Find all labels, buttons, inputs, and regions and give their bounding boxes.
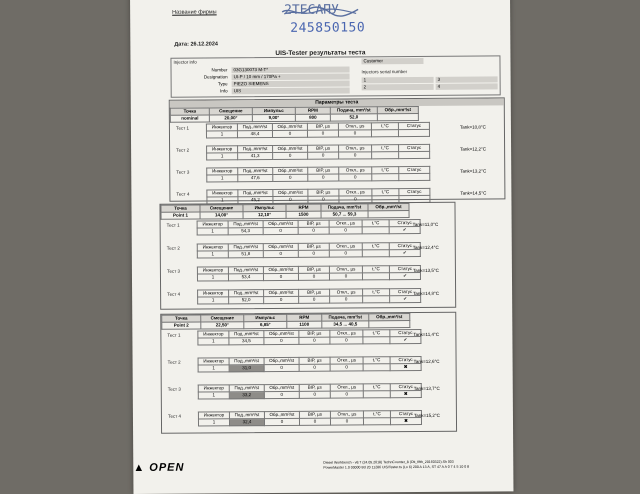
- test-value-inj: 1: [207, 197, 238, 204]
- open-logo: ▲ OPEN: [133, 461, 185, 474]
- test-label: Тест 4: [167, 291, 181, 297]
- test-col-sub_feed: Под.,mm³/st: [237, 124, 272, 131]
- serial-slot-4: 4: [436, 83, 498, 89]
- test-col-bip: BIP, µs: [299, 384, 330, 391]
- test-col-dev: Откл., µs: [338, 123, 371, 130]
- test-col-sub_return: Обр.,mm³/st: [263, 220, 298, 227]
- column-header-rpm: RPM: [295, 107, 330, 114]
- status-fail-icon: ✖: [390, 390, 421, 397]
- test-value-dev: 0: [338, 130, 371, 137]
- test-col-dev: Откл., µs: [330, 384, 363, 391]
- column-header-return: Обр.,mm³/st: [377, 106, 418, 113]
- point-header-table: [160, 203, 409, 220]
- field-label-number: Number: [211, 67, 228, 73]
- test-col-temp: t,°C: [372, 167, 399, 174]
- test-col-dev: Откл., µs: [339, 145, 372, 152]
- test-report-sheet: [130, 0, 513, 494]
- test-result-table: [197, 242, 421, 259]
- test-col-sub_feed: Под.,mm³/st: [228, 267, 263, 274]
- test-value-inj: 1: [198, 419, 229, 426]
- test-value-feed: 47,6: [238, 175, 273, 182]
- test-col-sub_feed: Под.,mm³/st: [229, 331, 264, 338]
- test-col-status: Статус: [390, 410, 421, 417]
- test-value-temp: [363, 418, 390, 425]
- column-header-shift: Смещение: [209, 108, 252, 115]
- test-label: Тест 1: [166, 222, 180, 228]
- test-col-bip: BIP, µs: [308, 145, 339, 152]
- status-pass-icon: ✔: [389, 272, 420, 279]
- test-value-inj: 1: [206, 131, 237, 138]
- handwritten-crossed-text: 2ТЕСАПУ: [284, 2, 339, 18]
- test-value-feed: 51,8: [228, 251, 263, 258]
- test-col-temp: t,°C: [372, 189, 399, 196]
- handwritten-serial-number: 245850150: [290, 20, 366, 36]
- test-col-sub_return: Обр.,mm³/st: [264, 289, 299, 296]
- test-value-feed: 52,0: [229, 297, 264, 304]
- point-value-shift: 22,50°: [201, 322, 244, 329]
- test-col-sub_feed: Под.,mm³/st: [238, 190, 273, 197]
- test-value-bip: 0: [299, 296, 330, 303]
- test-result-table: [197, 265, 421, 282]
- test-value-inj: 1: [197, 251, 228, 258]
- test-label: Тест 2: [176, 147, 190, 153]
- test-value-ret: 0: [273, 152, 308, 159]
- test-label: Тест 2: [166, 245, 180, 251]
- test-value-bip: 0: [299, 364, 330, 371]
- test-value-feed: 48,4: [237, 131, 272, 138]
- test-value-bip: 0: [308, 152, 339, 159]
- status-empty: [398, 129, 429, 136]
- test-col-status: Статус: [398, 122, 429, 129]
- column-header-impulse: Импульс: [244, 314, 287, 321]
- point-value-feed: 50,7 ... 59,3: [321, 211, 368, 218]
- test-value-bip: 0: [299, 418, 330, 425]
- test-value-temp: [371, 130, 398, 137]
- point-value-rpm: 800: [295, 114, 330, 121]
- test-col-status: Статус: [389, 265, 420, 272]
- column-header-return: Обр.,mm³/st: [368, 204, 409, 211]
- tank-temperature: Tank=10,8°C: [459, 124, 486, 130]
- test-value-inj: 1: [207, 175, 238, 182]
- point-header-table: [170, 106, 419, 123]
- field-value-info: UIS: [232, 87, 350, 94]
- test-value-dev: 0: [330, 391, 363, 398]
- status-pass-icon: ✔: [389, 226, 420, 233]
- test-col-sub_return: Обр.,mm³/st: [273, 145, 308, 152]
- test-col-sub_feed: Под.,mm³/st: [228, 221, 263, 228]
- test-result-table: [198, 383, 422, 400]
- test-col-temp: t,°C: [372, 145, 399, 152]
- test-col-status: Статус: [390, 288, 421, 295]
- test-value-inj: 1: [198, 297, 229, 304]
- test-col-dev: Откл., µs: [339, 167, 372, 174]
- tank-temperature: Tank=12,4°C: [412, 244, 439, 251]
- test-col-injector: Инжектор: [198, 290, 229, 297]
- test-value-feed: 41,3: [238, 153, 273, 160]
- test-value-feed: 32,4: [229, 419, 264, 426]
- test-value-feed: 31,0: [229, 365, 264, 372]
- test-col-sub_return: Обр.,mm³/st: [264, 330, 299, 337]
- test-label: Тест 3: [167, 386, 181, 392]
- footer-line-2: PowerMaster 1.0 00000 Bd 20 11286 UIS/Tester.ts (Lo 6) 200 A 13 A, ST 47 A A 0 7 4 5 10 0 8: [323, 464, 470, 470]
- test-value-temp: [362, 250, 389, 257]
- test-col-sub_return: Обр.,mm³/st: [272, 123, 307, 130]
- injector-info-box: [170, 55, 500, 97]
- firm-name-label: Название фирмы: [172, 9, 217, 16]
- test-col-status: Статус: [399, 188, 430, 195]
- point-value-rpm: 1100: [287, 321, 322, 328]
- test-col-injector: Инжектор: [198, 412, 229, 419]
- test-col-temp: t,°C: [362, 243, 389, 250]
- column-header-feed: Подача, mm³/st: [330, 107, 377, 114]
- test-value-ret: 0: [264, 418, 299, 425]
- test-col-dev: Откл., µs: [329, 266, 362, 273]
- tank-temperature: Tank=14,5°C: [460, 190, 487, 196]
- test-point-section: [169, 97, 506, 201]
- test-value-bip: 0: [298, 227, 329, 234]
- tank-temperature: Tank=13,5°C: [412, 267, 439, 274]
- customer-field: Customer: [361, 58, 423, 64]
- test-col-sub_return: Обр.,mm³/st: [264, 384, 299, 391]
- footer-info: [323, 460, 469, 471]
- test-label: Тест 2: [167, 359, 181, 365]
- test-col-bip: BIP, µs: [308, 189, 339, 196]
- test-col-bip: BIP, µs: [299, 357, 330, 364]
- test-label: Тест 1: [167, 332, 181, 338]
- test-col-injector: Инжектор: [207, 146, 238, 153]
- test-value-feed: 53,4: [228, 274, 263, 281]
- status-empty: [399, 151, 430, 158]
- test-col-temp: t,°C: [371, 123, 398, 130]
- test-col-temp: t,°C: [362, 220, 389, 227]
- test-value-ret: 0: [272, 130, 307, 137]
- test-col-dev: Откл., µs: [330, 289, 363, 296]
- test-col-sub_feed: Под.,mm³/st: [229, 412, 264, 419]
- test-value-ret: 0: [264, 364, 299, 371]
- column-header-impulse: Импульс: [243, 204, 286, 211]
- test-col-bip: BIP, µs: [308, 167, 339, 174]
- test-value-dev: 0: [330, 296, 363, 303]
- point-value-feed: 52,0: [330, 114, 377, 121]
- params-title: Параметры теста: [170, 98, 504, 107]
- test-value-dev: 0: [330, 364, 363, 371]
- test-col-bip: BIP, µs: [298, 243, 329, 250]
- tank-temperature: Tank=13,7°C: [413, 385, 440, 392]
- test-col-dev: Откл., µs: [330, 330, 363, 337]
- tank-temperature: Tank=15,2°C: [413, 412, 440, 419]
- column-header-impulse: Импульс: [252, 107, 295, 114]
- column-header-point: Точка: [170, 108, 209, 115]
- test-col-bip: BIP, µs: [307, 123, 338, 130]
- test-value-inj: 1: [198, 392, 229, 399]
- test-col-dev: Откл., µs: [330, 357, 363, 364]
- field-value-designation: UI-P / 10 mm / 170Pa +: [232, 73, 350, 80]
- test-label: Тест 4: [167, 413, 182, 419]
- test-col-status: Статус: [389, 219, 420, 226]
- test-value-ret: 0: [264, 391, 299, 398]
- test-result-table: [197, 288, 421, 305]
- column-header-point: Точка: [161, 205, 200, 212]
- field-value-type: PIEZO SIEMENS: [232, 80, 350, 87]
- test-value-temp: [363, 337, 390, 344]
- tank-temperature: Tank=13,2°C: [460, 168, 487, 174]
- test-col-injector: Инжектор: [207, 190, 238, 197]
- test-value-feed: 45,2: [238, 197, 273, 204]
- column-header-shift: Смещение: [200, 205, 243, 212]
- test-result-table: [206, 122, 430, 139]
- test-value-dev: 0: [329, 273, 362, 280]
- test-result-table: [197, 219, 421, 236]
- test-col-status: Статус: [390, 383, 421, 390]
- point-value-name: nominal: [170, 115, 209, 122]
- test-col-injector: Инжектор: [207, 168, 238, 175]
- tank-temperature: Tank=11,4°C: [413, 331, 440, 338]
- test-col-bip: BIP, µs: [299, 330, 330, 337]
- test-value-bip: 0: [298, 250, 329, 257]
- point-value-impulse: 9,00°: [252, 114, 295, 121]
- tank-temperature: Tank=12,2°C: [460, 146, 487, 152]
- point-value-impulse: 12,10°: [243, 211, 286, 218]
- test-value-dev: 0: [339, 196, 372, 203]
- test-col-status: Статус: [399, 166, 430, 173]
- test-label: Тест 1: [175, 125, 190, 131]
- test-col-bip: BIP, µs: [299, 289, 330, 296]
- test-value-dev: 0: [329, 227, 362, 234]
- status-fail-icon: ✖: [390, 417, 421, 424]
- test-col-status: Статус: [390, 329, 421, 336]
- serial-slot-3: 3: [436, 76, 498, 82]
- report-title: UIS-Tester результаты теста: [275, 49, 366, 57]
- test-value-dev: 0: [329, 250, 362, 257]
- footer-line-1: Diesel Workbench - v8.7 (24.05.2018) TechnCounter_8 (Ok_fifth_20160322).Sh 003: [323, 459, 454, 465]
- status-empty: [399, 173, 430, 180]
- test-value-temp: [372, 174, 399, 181]
- test-value-inj: 1: [198, 338, 229, 345]
- test-value-dev: 0: [339, 152, 372, 159]
- test-value-ret: 0: [264, 337, 299, 344]
- test-result-table: [206, 166, 430, 183]
- point-value-name: Point 1: [161, 212, 200, 219]
- test-col-temp: t,°C: [362, 266, 389, 273]
- test-col-sub_feed: Под.,mm³/st: [229, 358, 264, 365]
- test-value-bip: 0: [308, 196, 339, 203]
- test-value-ret: 0: [273, 196, 308, 203]
- column-header-rpm: RPM: [287, 314, 322, 321]
- tank-temperature: Tank=14,8°C: [413, 290, 440, 297]
- serial-slot-2: 2: [362, 84, 434, 91]
- test-col-dev: Откл., µs: [330, 411, 363, 418]
- field-label-info: Info: [220, 88, 228, 94]
- test-value-dev: 0: [339, 174, 372, 181]
- status-fail-icon: ✖: [390, 363, 421, 370]
- test-value-inj: 1: [197, 228, 228, 235]
- test-value-dev: 0: [330, 418, 363, 425]
- column-header-rpm: RPM: [286, 204, 321, 211]
- test-value-feed: 34,5: [229, 338, 264, 345]
- point-value-ret: [368, 211, 409, 218]
- test-col-sub_return: Обр.,mm³/st: [273, 189, 308, 196]
- test-value-ret: 0: [273, 174, 308, 181]
- test-value-temp: [362, 273, 389, 280]
- test-point-section: [159, 202, 456, 310]
- point-header-table: [161, 313, 410, 330]
- test-col-temp: t,°C: [363, 411, 390, 418]
- point-value-shift: 20,00°: [209, 115, 252, 122]
- serial-slot-1: 1: [362, 77, 434, 84]
- test-col-temp: t,°C: [363, 289, 390, 296]
- test-col-sub_feed: Под.,mm³/st: [229, 385, 264, 392]
- test-col-temp: t,°C: [363, 357, 390, 364]
- serial-number-label: Injectors serial number: [361, 69, 408, 75]
- test-col-sub_return: Обр.,mm³/st: [263, 243, 298, 250]
- test-col-sub_return: Обр.,mm³/st: [273, 167, 308, 174]
- test-result-table: [206, 144, 430, 161]
- column-header-feed: Подача, mm³/st: [322, 314, 369, 321]
- test-col-injector: Инжектор: [198, 385, 229, 392]
- column-header-shift: Смещение: [201, 315, 244, 322]
- field-value-number: 03G130073 M-T*: [232, 66, 350, 73]
- scribble-strike: [280, 4, 360, 19]
- test-value-feed: 54,3: [228, 228, 263, 235]
- test-label: Тест 4: [176, 191, 190, 197]
- test-col-dev: Откл., µs: [329, 243, 362, 250]
- test-value-temp: [363, 296, 390, 303]
- test-col-injector: Инжектор: [198, 331, 229, 338]
- test-col-injector: Инжектор: [197, 267, 228, 274]
- injector-info-label: Injector info: [173, 59, 197, 65]
- tank-temperature: Tank=12,6°C: [413, 358, 440, 365]
- test-value-dev: 0: [330, 337, 363, 344]
- test-col-status: Статус: [399, 144, 430, 151]
- test-value-ret: 0: [263, 227, 298, 234]
- test-col-sub_feed: Под.,mm³/st: [238, 168, 273, 175]
- test-col-status: Статус: [390, 356, 421, 363]
- status-pass-icon: ✔: [389, 249, 420, 256]
- column-header-point: Точка: [162, 315, 201, 322]
- point-value-ret: [377, 113, 418, 120]
- test-point-section: [160, 312, 457, 434]
- test-result-table: [197, 329, 421, 346]
- status-pass-icon: ✔: [390, 336, 421, 343]
- report-date: Дата: 26.12.2024: [174, 41, 218, 48]
- test-value-inj: 1: [197, 274, 228, 281]
- tank-temperature: Tank=11,0°C: [412, 221, 439, 228]
- test-result-table: [198, 356, 422, 373]
- test-value-inj: 1: [207, 153, 238, 160]
- test-col-sub_feed: Под.,mm³/st: [228, 244, 263, 251]
- test-value-bip: 0: [298, 273, 329, 280]
- point-value-rpm: 1500: [286, 211, 321, 218]
- test-result-table: [198, 410, 422, 427]
- test-col-temp: t,°C: [363, 330, 390, 337]
- test-value-bip: 0: [307, 130, 338, 137]
- test-value-temp: [363, 391, 390, 398]
- test-label: Тест 3: [176, 169, 190, 175]
- column-header-return: Обр.,mm³/st: [369, 314, 410, 321]
- test-col-injector: Инжектор: [206, 124, 237, 131]
- test-col-sub_feed: Под.,mm³/st: [238, 146, 273, 153]
- test-col-sub_return: Обр.,mm³/st: [263, 266, 298, 273]
- test-value-inj: 1: [198, 365, 229, 372]
- test-col-injector: Инжектор: [198, 358, 229, 365]
- test-col-sub_return: Обр.,mm³/st: [264, 357, 299, 364]
- test-col-status: Статус: [389, 242, 420, 249]
- point-value-impulse: 6,85°: [244, 321, 287, 328]
- test-col-bip: BIP, µs: [298, 220, 329, 227]
- point-value-name: Point 2: [162, 322, 201, 329]
- test-col-injector: Инжектор: [197, 244, 228, 251]
- test-col-temp: t,°C: [363, 384, 390, 391]
- test-value-bip: 0: [308, 174, 339, 181]
- field-label-type: Type: [217, 81, 228, 87]
- point-value-feed: 34,5 ... 40,5: [322, 321, 369, 328]
- test-value-temp: [363, 364, 390, 371]
- test-col-sub_return: Обр.,mm³/st: [264, 411, 299, 418]
- test-col-injector: Инжектор: [197, 221, 228, 228]
- test-col-sub_feed: Под.,mm³/st: [229, 290, 264, 297]
- test-value-feed: 33,2: [229, 392, 264, 399]
- point-value-shift: 14,00°: [200, 212, 243, 219]
- test-value-temp: [362, 227, 389, 234]
- test-col-bip: BIP, µs: [299, 411, 330, 418]
- point-value-ret: [369, 321, 410, 328]
- test-value-bip: 0: [299, 337, 330, 344]
- logo-text: OPEN: [149, 461, 185, 474]
- field-label-designation: Designation: [203, 74, 228, 80]
- column-header-feed: Подача, mm³/st: [321, 204, 368, 211]
- test-col-dev: Откл., µs: [329, 220, 362, 227]
- test-col-dev: Откл., µs: [339, 189, 372, 196]
- test-col-bip: BIP, µs: [298, 266, 329, 273]
- test-value-temp: [372, 152, 399, 159]
- test-value-bip: 0: [299, 391, 330, 398]
- test-value-ret: 0: [263, 250, 298, 257]
- test-value-ret: 0: [264, 296, 299, 303]
- test-label: Тест 3: [166, 268, 181, 274]
- test-value-ret: 0: [263, 273, 298, 280]
- status-pass-icon: ✔: [390, 295, 421, 302]
